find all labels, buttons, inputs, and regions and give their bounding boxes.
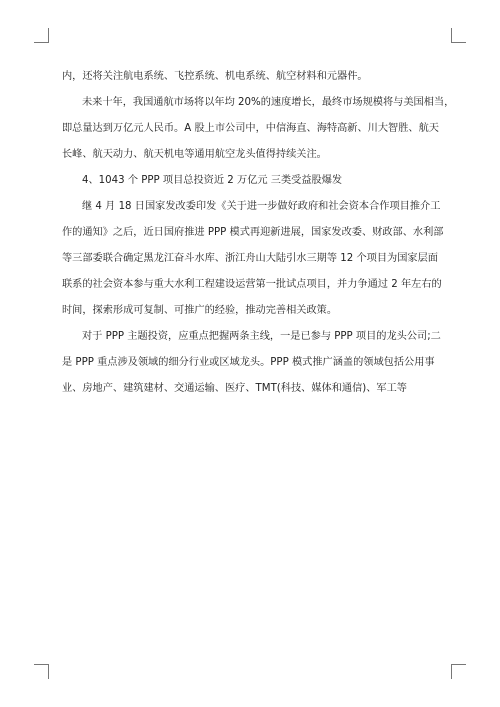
text-line-9: 联系的社会资本参与重大水利工程建设运营第一批试点项目，并力争通过 2 年左右的 [62, 279, 442, 290]
text-line-12: 是 PPP 重点涉及领域的细分行业或区域龙头。PPP 模式推广涵盖的领域包括公用事 [62, 357, 435, 368]
page-corner-mark-top-left [34, 28, 49, 43]
text-line-7: 作的通知》之后，近日国府推进 PPP 模式再迎新进展，国家发改委、财政部、水利部 [62, 227, 444, 238]
text-line-1: 内，还将关注航电系统、飞控系统、机电系统、航空材料和元器件。 [62, 71, 368, 82]
text-line-8: 等三部委联合确定黑龙江奋斗水库、浙江舟山大陆引水三期等 12 个项目为国家层面 [62, 253, 438, 264]
text-line-3: 即总量达到万亿元人民币。A 股上市公司中，中信海直、海特高新、川大智胜、航天 [62, 123, 439, 134]
text-line-4: 长峰、航天动力、航天机电等通用航空龙头值得持续关注。 [62, 149, 327, 160]
page-corner-mark-bottom-right [451, 664, 466, 679]
text-line-10: 时间，探索形成可复制、可推广的经验，推动完善相关政策。 [62, 305, 338, 316]
text-line-2: 未来十年，我国通航市场将以年均 20%的速度增长，最终市场规模将与美国相当， [82, 97, 455, 108]
section-heading: 4、1043 个 PPP 项目总投资近 2 万亿元 三类受益股爆发 [82, 175, 343, 186]
text-line-13: 业、房地产、建筑建材、交通运输、医疗、TMT(科技、媒体和通信)、军工等 [62, 383, 407, 394]
page-corner-mark-top-right [451, 28, 466, 43]
page-corner-mark-bottom-left [34, 664, 49, 679]
document-body [62, 64, 455, 402]
text-line-11: 对于 PPP 主题投资，应重点把握两条主线，一是已参与 PPP 项目的龙头公司;二 [82, 331, 441, 342]
text-line-6: 继 4 月 18 日国家发改委印发《关于进一步做好政府和社会资本合作项目推介工 [82, 201, 441, 212]
